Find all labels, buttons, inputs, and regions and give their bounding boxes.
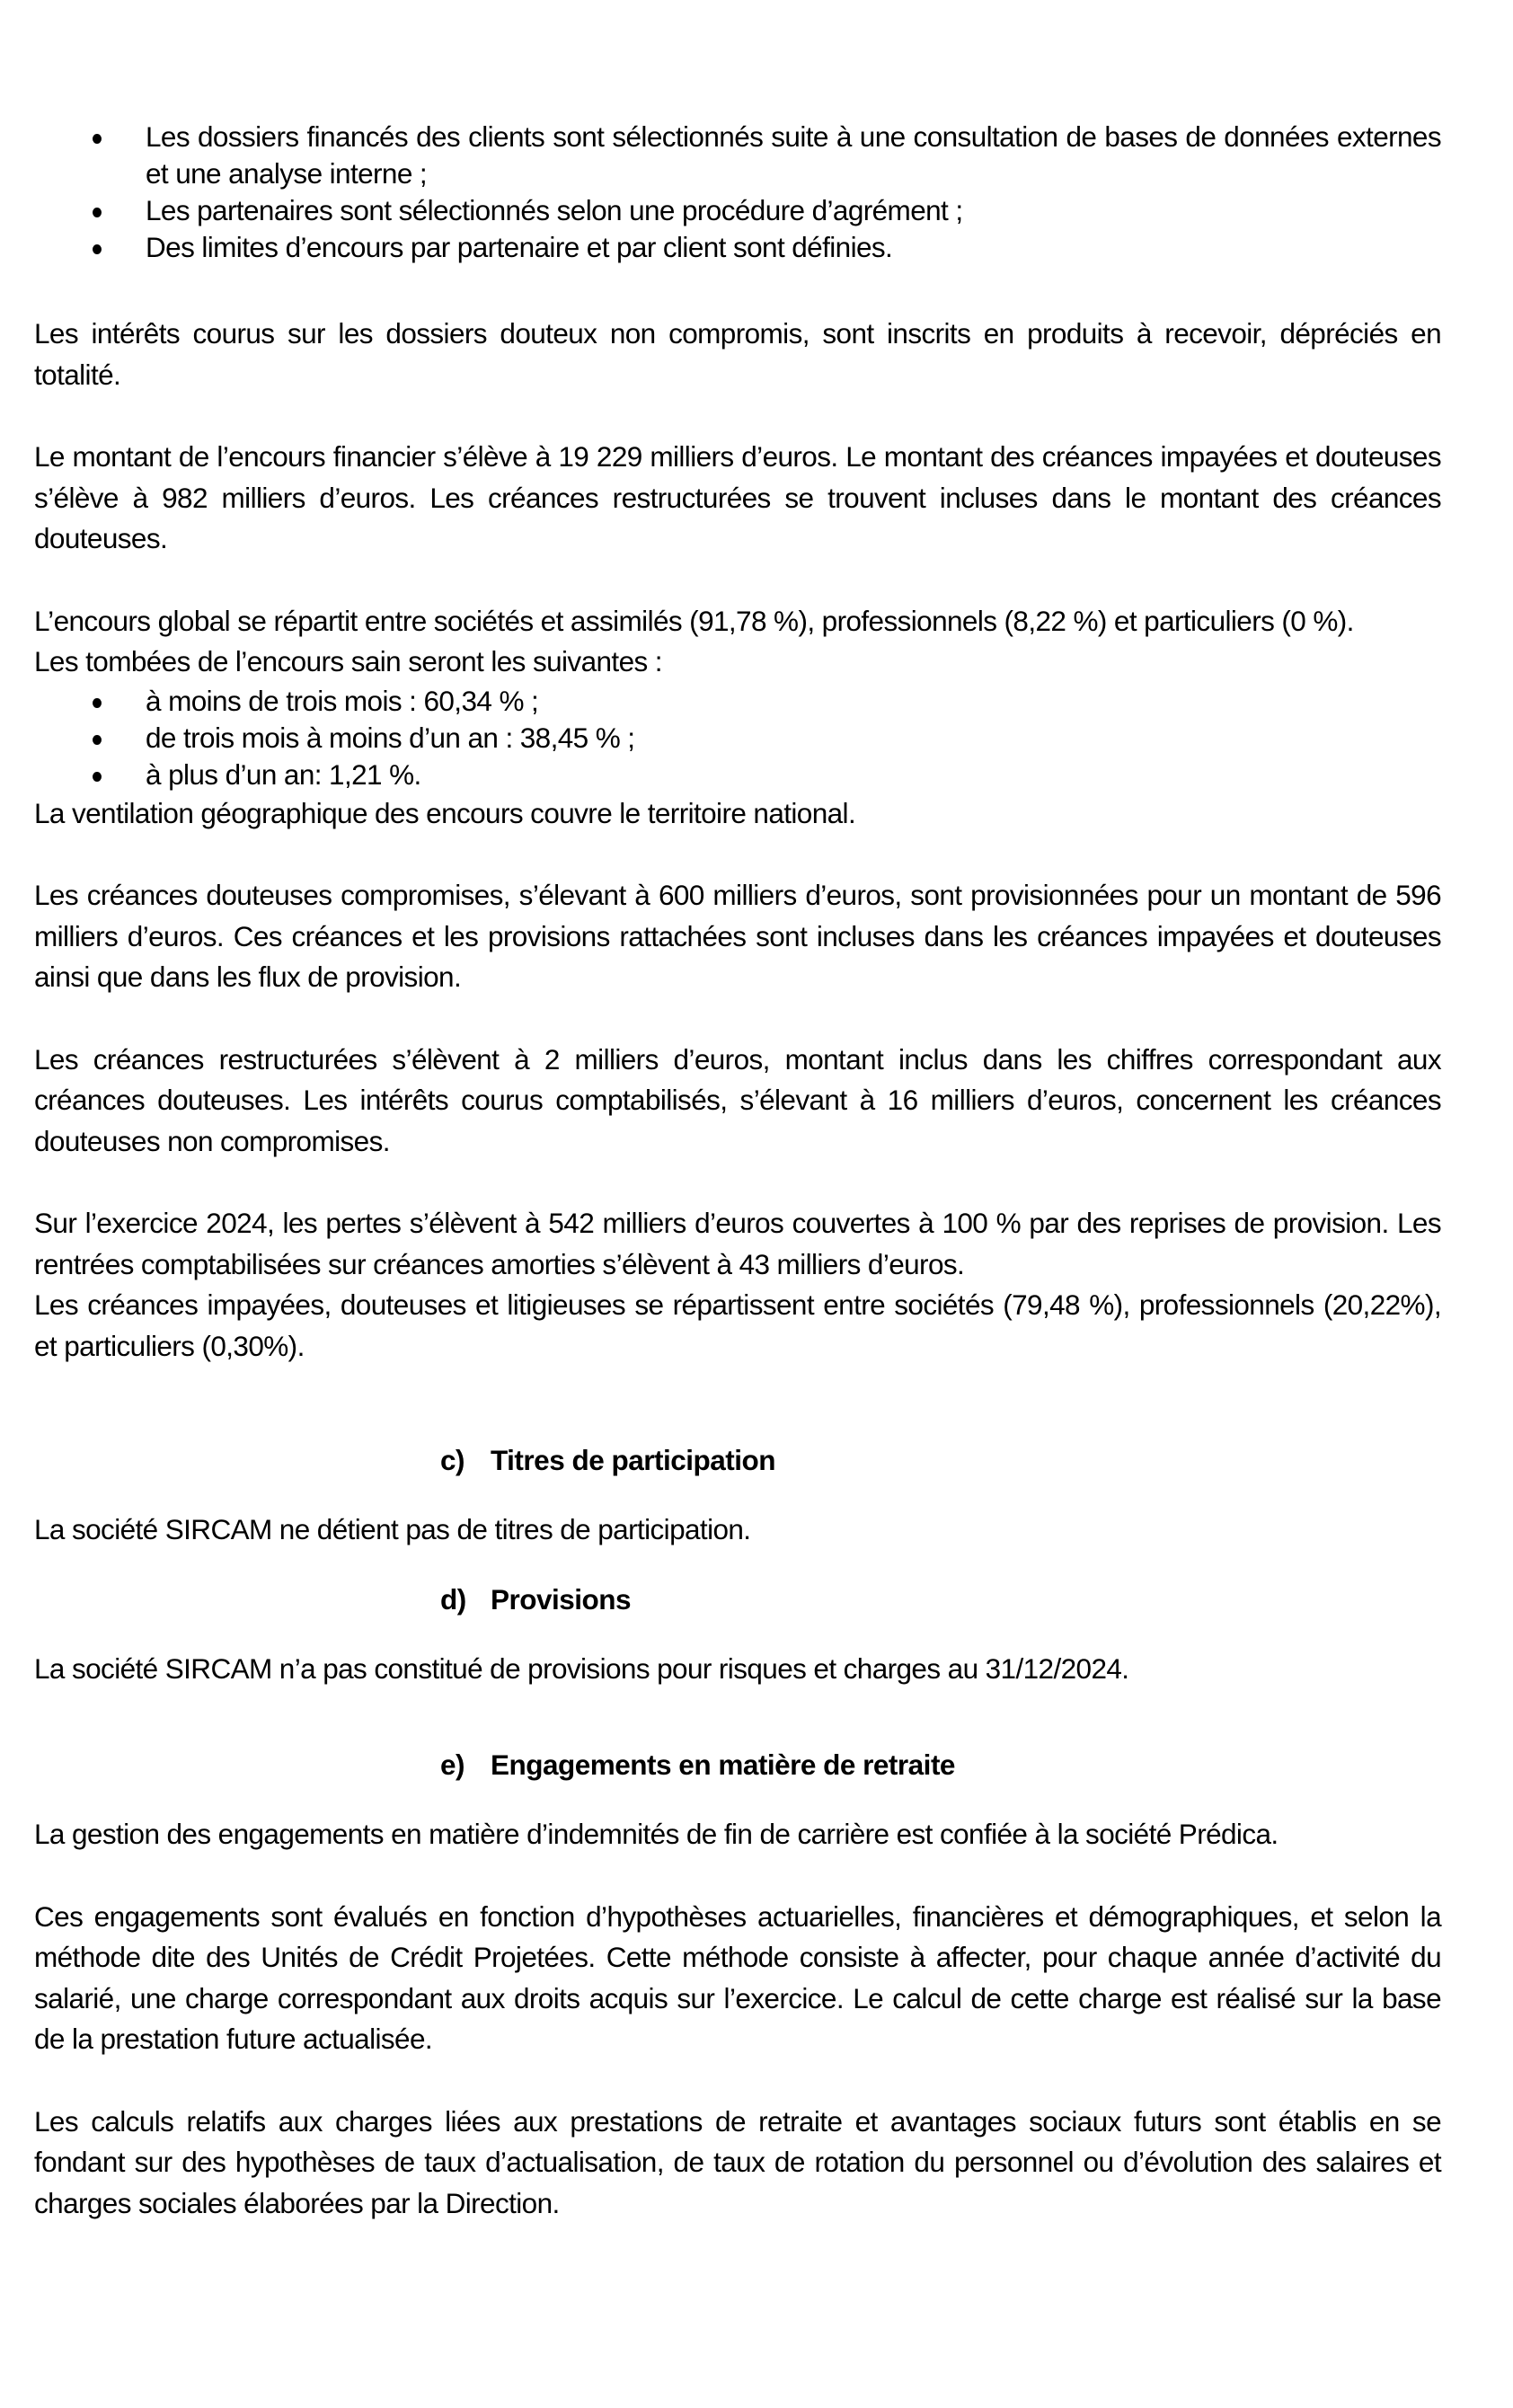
list-item: Les dossiers financés des clients sont sélectionnés suite à une consultation de bases de données externes et une analyse interne ;	[34, 119, 1441, 192]
paragraph-creances-compromises: Les créances douteuses compromises, s’élevant à 600 milliers d’euros, sont provisionnées pour un montant de 596 milliers d’euros. Ces créances et les provisions rattachées sont incluses dans les créances impayées et douteuses ainsi que dans les flux de provision.	[34, 879, 1441, 993]
list-item: de trois mois à moins d’un an : 38,45 % ;	[34, 720, 1441, 757]
section-title: Engagements en matière de retraite	[491, 1748, 955, 1781]
bullet-icon	[93, 134, 102, 144]
list-item: Des limites d’encours par partenaire et par client sont définies.	[34, 229, 1441, 266]
section-letter: d)	[440, 1582, 466, 1616]
paragraph-encours-global: L’encours global se répartit entre sociétés et assimilés (91,78 %), professionnels (8,22 %) et particuliers (0 %).	[34, 604, 1354, 637]
spacer	[34, 1620, 1441, 1649]
spacer	[34, 1481, 1441, 1509]
paragraph-titres-participation: La société SIRCAM ne détient pas de titres de participation.	[34, 1513, 751, 1545]
bullet-icon	[93, 735, 102, 745]
intro-bullet-list	[34, 119, 1441, 266]
paragraph-provisions: La société SIRCAM n’a pas constitué de provisions pour risques et charges au 31/12/2024.	[34, 1651, 1129, 1685]
paragraph-tombees-intro: Les tombées de l’encours sain seront les suivantes :	[34, 645, 662, 677]
list-item: Les partenaires sont sélectionnés selon une procédure d’agrément ;	[34, 192, 1441, 229]
spacer	[34, 1551, 1441, 1580]
spacer	[34, 1855, 1441, 1897]
list-item: à moins de trois mois : 60,34 % ;	[34, 683, 1441, 720]
section-heading-e	[34, 1745, 1441, 1785]
paragraph-calculs-charges: Les calculs relatifs aux charges liées aux prestations de retraite et avantages sociaux futurs sont établis en se fondant sur des hypothèses de taux d’actualisation, de taux de rotation du personnel ou d’évolution des salaires et charges sociales élaborées par la Direction.	[34, 2104, 1441, 2219]
bullet-icon	[93, 244, 102, 254]
paragraph-repartition-impayees: Les créances impayées, douteuses et litigieuses se répartissent entre sociétés (79,48 %), professionnels (20,22%), et particuliers (0,30%).	[34, 1288, 1441, 1362]
paragraph-gestion-engagements: La gestion des engagements en matière d’indemnités de fin de carrière est confiée à la société Prédica.	[34, 1818, 1279, 1850]
spacer	[34, 1162, 1441, 1203]
paragraph-ventilation: La ventilation géographique des encours couvre le territoire national.	[34, 796, 856, 829]
bullet-icon	[93, 772, 102, 782]
spacer	[34, 266, 1441, 314]
tombees-bullet-list	[34, 683, 1441, 793]
spacer	[34, 834, 1441, 875]
list-item: à plus d’un an: 1,21 %.	[34, 757, 1441, 793]
spacer	[34, 1367, 1441, 1440]
section-title: Provisions	[491, 1582, 632, 1616]
spacer	[34, 998, 1441, 1040]
paragraph-creances-restructurees: Les créances restructurées s’élèvent à 2 milliers d’euros, montant inclus dans les chiffres correspondant aux créances douteuses. Les intérêts courus comptabilisés, s’élevant à 16 milliers d’euros, concernent les créances douteuses non compromises.	[34, 1042, 1441, 1157]
paragraph-pertes-2024: Sur l’exercice 2024, les pertes s’élèvent à 542 milliers d’euros couvertes à 100 % par des reprises de provision. Les rentrées comptabilisées sur créances amorties s’élèvent à 43 milliers d’euros.	[34, 1207, 1441, 1280]
bullet-icon	[93, 208, 102, 217]
spacer	[34, 1689, 1441, 1745]
paragraph-encours-financier: Le montant de l’encours financier s’élève à 19 229 milliers d’euros. Le montant des créances impayées et douteuses s’élève à 982 milliers d’euros. Les créances restructurées se trouvent incluses dans le montant des créances douteuses.	[34, 440, 1441, 554]
section-letter: e)	[440, 1748, 465, 1781]
section-heading-c	[34, 1440, 1441, 1481]
spacer	[34, 1785, 1441, 1814]
paragraph-interets-courus: Les intérêts courus sur les dossiers douteux non compromis, sont inscrits en produits à recevoir, dépréciés en totalité.	[34, 317, 1441, 391]
section-letter: c)	[440, 1444, 465, 1476]
paragraph-evaluation-engagements: Ces engagements sont évalués en fonction d’hypothèses actuarielles, financières et démographiques, et selon la méthode dite des Unités de Crédit Projetées. Cette méthode consiste à affecter, pour chaque année d’activité du salarié, une charge correspondant aux droits acquis sur l’exercice. Le calcul de cette charge est réalisé sur la base de la prestation future actualisée.	[34, 1899, 1441, 2055]
document-page	[34, 119, 1441, 2224]
spacer	[34, 395, 1441, 437]
bullet-icon	[93, 698, 102, 708]
section-heading-d	[34, 1580, 1441, 1620]
spacer	[34, 2060, 1441, 2102]
section-title: Titres de participation	[491, 1444, 775, 1476]
spacer	[34, 560, 1441, 601]
